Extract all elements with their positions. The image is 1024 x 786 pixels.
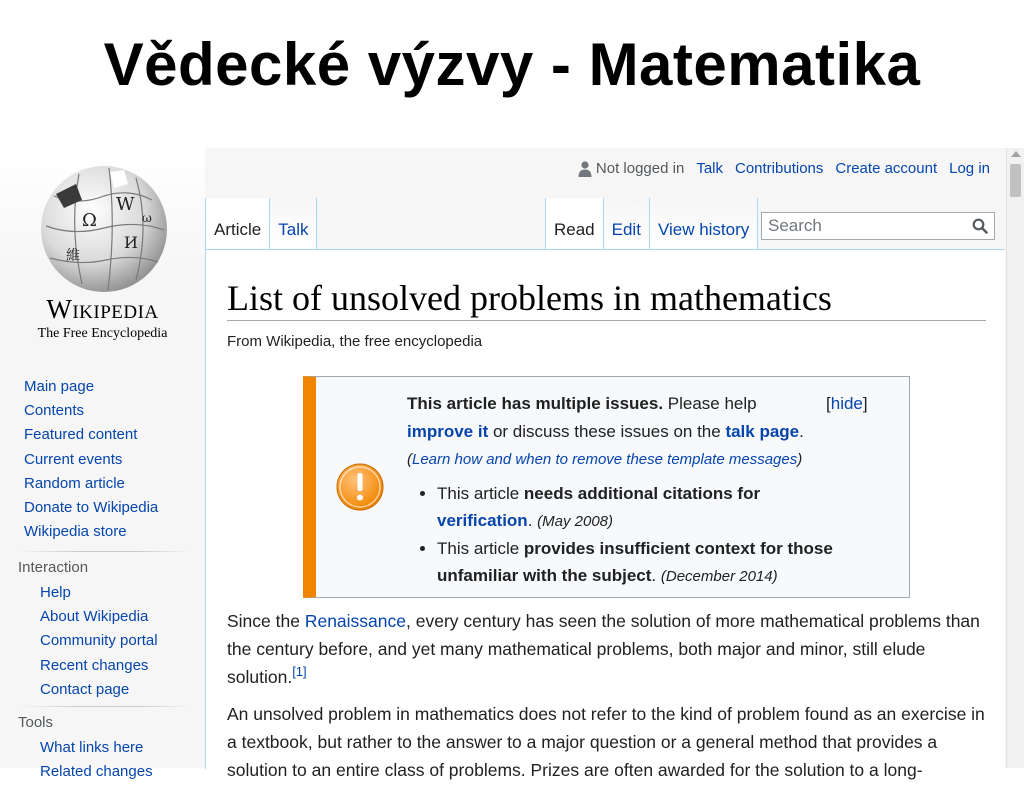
hide-open: [ bbox=[826, 394, 831, 413]
talk-link[interactable]: Talk bbox=[696, 160, 723, 177]
issues-text bbox=[407, 390, 873, 590]
hide-close: ] bbox=[862, 394, 868, 413]
vertical-scrollbar[interactable] bbox=[1006, 148, 1024, 768]
renaissance-link[interactable]: Renaissance bbox=[304, 611, 406, 631]
nav-current-events[interactable]: Current events bbox=[24, 450, 123, 468]
nav-featured-content[interactable]: Featured content bbox=[24, 426, 138, 444]
tab-talk[interactable]: Talk bbox=[270, 198, 317, 250]
nav-what-links-here[interactable]: What links here bbox=[40, 739, 144, 756]
para1-post: , every century has seen the solution of more mathematical problems than the century before, and yet many mathematical problems, both major and minor, still elude solution. bbox=[227, 611, 980, 687]
multiple-issues-box bbox=[303, 376, 910, 598]
tab-edit[interactable]: Edit bbox=[604, 198, 650, 250]
browser-viewport bbox=[0, 148, 1024, 781]
nav-recent-changes[interactable]: Recent changes bbox=[40, 656, 149, 674]
globe-logo-icon bbox=[24, 166, 184, 296]
nav-main-page[interactable]: Main page bbox=[24, 378, 95, 395]
article-content bbox=[205, 249, 1005, 780]
svg-text:維: 維 bbox=[66, 248, 80, 264]
interaction-navigation bbox=[40, 583, 158, 704]
wikipedia-wordmark: Wikipedia bbox=[46, 294, 159, 324]
tab-read[interactable]: Read bbox=[545, 198, 604, 250]
issues-mid-text: or discuss these issues on the bbox=[488, 422, 726, 441]
svg-text:ω: ω bbox=[142, 211, 152, 225]
main-navigation bbox=[24, 377, 158, 546]
nav-related-changes[interactable]: Related changes bbox=[40, 763, 153, 781]
nav-help[interactable]: Help bbox=[40, 584, 71, 601]
issue-item bbox=[437, 535, 873, 590]
view-tabs bbox=[545, 198, 758, 250]
improve-link[interactable]: improve it bbox=[407, 422, 489, 441]
issue-pre: This article bbox=[437, 484, 524, 503]
issues-end-text: . bbox=[799, 422, 804, 441]
scroll-up-arrow-icon[interactable] bbox=[1011, 151, 1021, 157]
log-in-link[interactable]: Log in bbox=[949, 160, 990, 177]
left-sidebar bbox=[0, 148, 205, 781]
paragraph-2: An unsolved problem in mathematics does not refer to the kind of problem found as an exercise in a textbook, but rather to the answer to a major question or a general method that provides a solution to an entire class of problems. Prizes are often awarded for the solution to a long- bbox=[227, 704, 985, 780]
learn-how-link[interactable]: Learn how and when to remove these template messages bbox=[412, 451, 798, 468]
learn-close: ) bbox=[797, 451, 803, 468]
tools-navigation bbox=[40, 738, 153, 786]
issue-post: . bbox=[527, 511, 538, 530]
slide-title: Vědecké výzvy - Matematika bbox=[103, 31, 921, 98]
learn-line bbox=[407, 446, 873, 474]
issue-bold: provides insufficient context for those unfamiliar with the subject bbox=[437, 539, 833, 585]
reference-1-link[interactable]: [1] bbox=[292, 664, 307, 680]
nav-donate[interactable]: Donate to Wikipedia bbox=[24, 498, 159, 516]
issue-post: . bbox=[651, 566, 661, 585]
portal-separator bbox=[18, 551, 191, 552]
issue-bold: needs additional citations for bbox=[523, 484, 761, 503]
user-icon bbox=[578, 161, 592, 177]
nav-community-portal[interactable]: Community portal bbox=[40, 632, 158, 650]
issues-list bbox=[407, 480, 873, 590]
issue-pre: This article bbox=[437, 539, 524, 558]
talk-page-link[interactable]: talk page bbox=[725, 422, 800, 441]
nav-contents[interactable]: Contents bbox=[24, 402, 85, 420]
issues-lead-bold: This article has multiple issues. bbox=[407, 394, 664, 413]
portal-separator bbox=[18, 706, 191, 707]
contributions-link[interactable]: Contributions bbox=[735, 160, 824, 177]
issue-date: (May 2008) bbox=[537, 513, 614, 530]
svg-text:И: И bbox=[124, 233, 138, 252]
issue-item bbox=[437, 480, 873, 535]
verification-link[interactable]: verification bbox=[437, 511, 528, 530]
issues-lead-text: Please help bbox=[663, 394, 762, 413]
scrollbar-thumb[interactable] bbox=[1010, 164, 1021, 197]
nav-wikipedia-store[interactable]: Wikipedia store bbox=[24, 523, 127, 541]
issues-lead bbox=[407, 390, 873, 446]
search-icon[interactable] bbox=[972, 218, 988, 234]
create-account-link[interactable]: Create account bbox=[835, 160, 938, 177]
hide-button[interactable]: hide bbox=[830, 394, 863, 413]
nav-about-wikipedia[interactable]: About Wikipedia bbox=[40, 608, 149, 626]
tab-article[interactable]: Article bbox=[205, 198, 270, 250]
site-subtitle: From Wikipedia, the free encyclopedia bbox=[227, 333, 483, 350]
svg-text:W: W bbox=[116, 194, 135, 215]
namespace-tabs bbox=[205, 198, 317, 250]
svg-text:Ω: Ω bbox=[82, 210, 97, 231]
para1-pre: Since the bbox=[227, 611, 305, 631]
search-input[interactable] bbox=[766, 215, 970, 237]
not-logged-in-label: Not logged in bbox=[595, 160, 685, 177]
search-box bbox=[761, 212, 995, 240]
personal-tools bbox=[578, 160, 990, 177]
paragraph-1 bbox=[227, 607, 989, 691]
nav-contact-page[interactable]: Contact page bbox=[40, 680, 130, 698]
learn-open: ( bbox=[407, 451, 412, 468]
issue-date: (December 2014) bbox=[660, 568, 778, 585]
exclamation-circle-icon bbox=[335, 462, 385, 512]
wikipedia-tagline: The Free Encyclopedia bbox=[37, 326, 168, 341]
tools-heading[interactable]: Tools bbox=[18, 714, 54, 731]
hide-toggle bbox=[826, 390, 868, 418]
interaction-heading[interactable]: Interaction bbox=[18, 559, 89, 576]
page-title: List of unsolved problems in mathematics bbox=[227, 276, 986, 321]
nav-random-article[interactable]: Random article bbox=[24, 474, 125, 492]
tab-view-history[interactable]: View history bbox=[650, 198, 758, 250]
